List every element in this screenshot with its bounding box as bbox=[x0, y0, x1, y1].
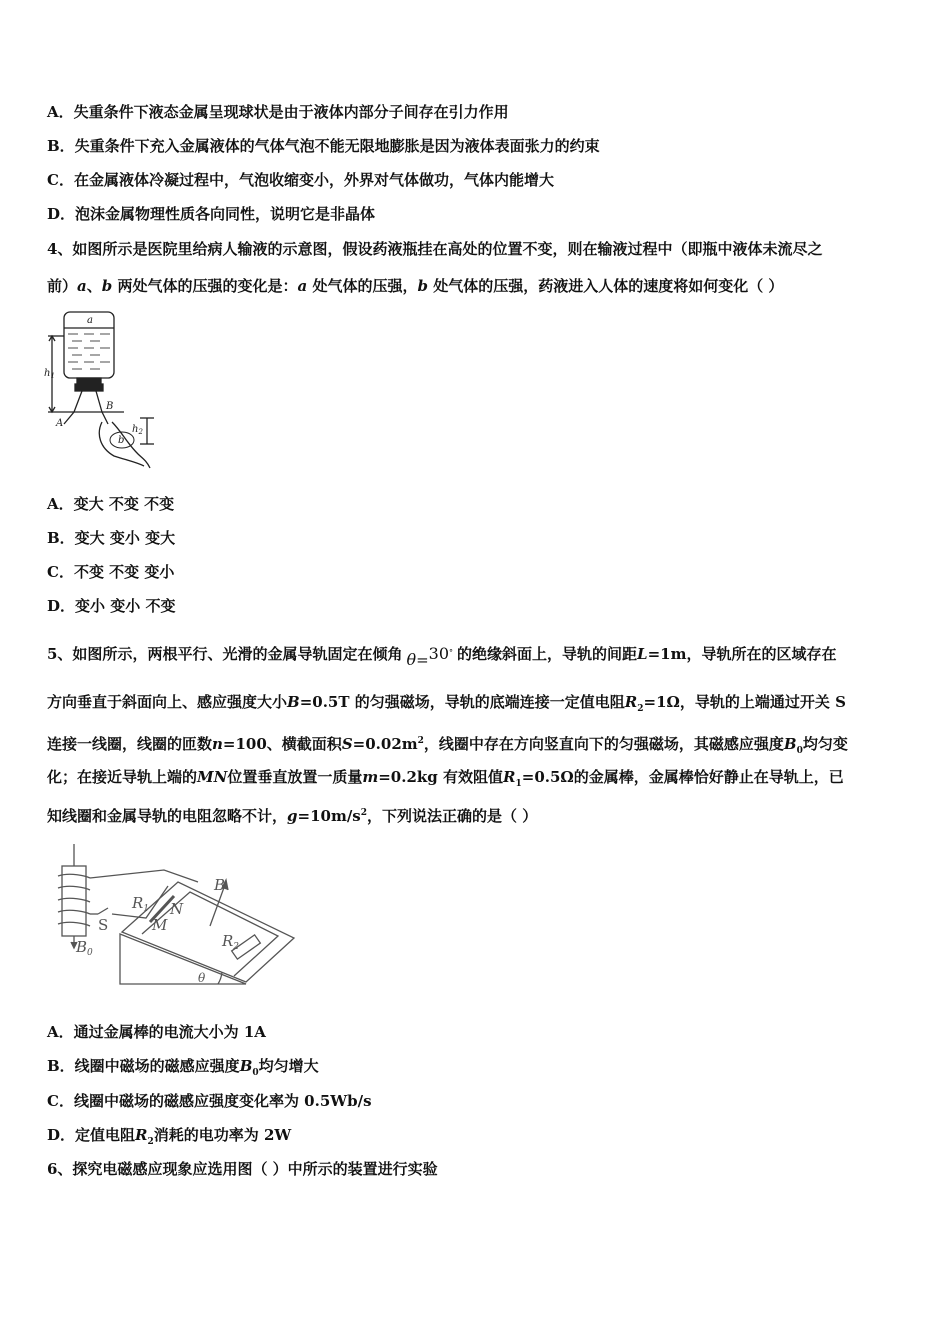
q3-option-d: D．泡沫金属物理性质各向同性，说明它是非晶体 bbox=[47, 205, 376, 223]
q3-option-b: B．失重条件下充入金属液体的气体气泡不能无限地膨胀是因为液体表面张力的约束 bbox=[47, 137, 600, 155]
q5-stem-line1: 5、如图所示，两根平行、光滑的金属导轨固定在倾角 θ=30° 的绝缘斜面上，导轨的间距L=1m，导轨所在的区域存在 bbox=[47, 644, 837, 669]
q5-option-c: C．线圈中磁场的磁感应强度变化率为 0.5Wb/s bbox=[47, 1092, 372, 1110]
q3-option-c: C．在金属液体冷凝过程中，气泡收缩变小，外界对气体做功，气体内能增大 bbox=[47, 171, 554, 189]
label-B0: $B_0$ bbox=[76, 938, 93, 958]
label-R2: $R_2$ bbox=[222, 932, 240, 952]
q5-option-a: A．通过金属棒的电流大小为 1A bbox=[47, 1023, 266, 1041]
label-R1: $R_1$ bbox=[132, 894, 150, 914]
label-B: B bbox=[214, 876, 226, 894]
label-B: B bbox=[106, 401, 114, 412]
label-h2: $h_2$ bbox=[132, 424, 143, 436]
label-N: N bbox=[170, 900, 184, 918]
label-a: a bbox=[87, 315, 93, 326]
q5-option-d: D．定值电阻$R_2$消耗的电功率为 2W bbox=[47, 1126, 292, 1147]
label-S: S bbox=[98, 916, 109, 934]
label-b: b bbox=[118, 435, 125, 446]
q3-option-a: A．失重条件下液态金属呈现球状是由于液体内部分子间存在引力作用 bbox=[47, 103, 509, 121]
label-M: M bbox=[152, 916, 168, 934]
q4-option-c: C．不变 不变 变小 bbox=[47, 563, 175, 581]
q5-stem-line3: 连接一线圈，线圈的匝数n=100、横截面积$S=0.02m^2$，线圈中存在方向竖直向下的匀强磁场，其磁感应强度$B_0$均匀变 bbox=[47, 735, 848, 756]
q5-stem-line5: 知线圈和金属导轨的电阻忽略不计，$g=10m/s^2$，下列说法正确的是（ ） bbox=[47, 807, 538, 825]
q4-option-a: A．变大 不变 不变 bbox=[47, 495, 175, 513]
label-h1: $h_1$ bbox=[44, 368, 55, 380]
q4-stem-line2: 前）a、b 两处气体的压强的变化是：a 处气体的压强，b 处气体的压强，药液进入人体的速度将如何变化（ ） bbox=[47, 277, 784, 295]
rail-incline-figure bbox=[46, 842, 300, 990]
q6-stem: 6、探究电磁感应现象应选用图（ ）中所示的装置进行实验 bbox=[47, 1160, 438, 1178]
label-theta: θ bbox=[198, 971, 206, 985]
q4-option-d: D．变小 变小 不变 bbox=[47, 597, 176, 615]
theta-equation: θ=30° bbox=[406, 644, 454, 669]
q5-option-b: B．线圈中磁场的磁感应强度$B_0$均匀增大 bbox=[47, 1057, 319, 1078]
q4-stem-line1: 4、如图所示是医院里给病人输液的示意图，假设药液瓶挂在高处的位置不变，则在输液过程中（即瓶中液体未流尽之 bbox=[47, 240, 823, 258]
q4-option-b: B．变大 变小 变大 bbox=[47, 529, 176, 547]
iv-drip-figure bbox=[44, 308, 164, 470]
label-A: A bbox=[56, 418, 64, 429]
q5-stem-line2: 方向垂直于斜面向上、感应强度大小B=0.5T 的匀强磁场，导轨的底端连接一定值电阻$R_2=1\Omega$，导轨的上端通过开关 S bbox=[47, 693, 846, 714]
q5-stem-line4: 化；在接近导轨上端的MN位置垂直放置一质量m=0.2kg 有效阻值$R_1=0.5\Omega$的金属棒，金属棒恰好静止在导轨上，已 bbox=[47, 768, 844, 789]
